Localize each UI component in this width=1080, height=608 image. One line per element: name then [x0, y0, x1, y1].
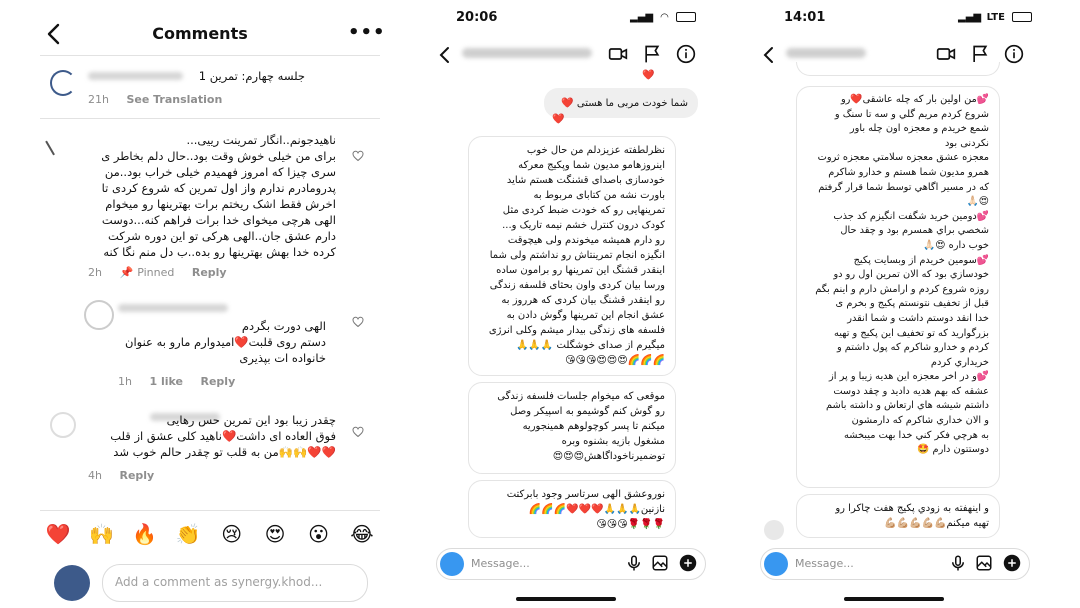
sent-message[interactable]: شما خودت مربی ما هستی ❤️ [544, 88, 698, 118]
emoji-laugh-button[interactable]: 😂 [350, 522, 374, 546]
sender-avatar[interactable] [764, 520, 784, 540]
username-blurred [88, 72, 183, 80]
avatar[interactable] [84, 300, 114, 330]
emoji-cry-button[interactable]: 😢 [221, 522, 243, 546]
pinned-label: Pinned [137, 266, 175, 279]
video-call-icon[interactable] [936, 44, 956, 64]
comment-time: 4h [88, 469, 102, 482]
info-icon[interactable] [676, 44, 696, 64]
username-blurred [118, 304, 228, 312]
reply-button[interactable]: Reply [200, 375, 236, 388]
status-time: 14:01 [784, 10, 826, 25]
user-avatar [54, 565, 90, 601]
signal-icon: ▂▄▆ [958, 12, 982, 23]
divider [40, 510, 380, 511]
quick-emoji-bar [40, 522, 380, 546]
emoji-clap-button[interactable]: 👏 [175, 522, 201, 546]
reply-button[interactable]: Reply [191, 266, 227, 279]
direct-chat-screen-2 [740, 0, 1040, 608]
network-label: LTE [986, 12, 1005, 23]
reaction-heart-icon: ❤️ [642, 70, 655, 81]
comment-meta [88, 469, 168, 482]
username-blurred[interactable] [462, 48, 592, 58]
battery-icon [1012, 12, 1032, 22]
comment-time: 2h [88, 266, 102, 279]
home-indicator [844, 597, 944, 601]
likes-count[interactable]: 1 like [149, 375, 183, 388]
gallery-icon[interactable] [975, 554, 993, 572]
flag-icon[interactable] [642, 44, 662, 64]
back-chevron-icon[interactable] [438, 46, 450, 64]
emoji-heart-button[interactable]: ❤️ [45, 522, 71, 546]
home-indicator [516, 597, 616, 601]
pin-icon: 📌 [119, 266, 134, 279]
message-placeholder: Message... [471, 557, 530, 570]
emoji-heart-eyes-button[interactable]: 😍 [264, 522, 286, 546]
username-blurred[interactable] [786, 48, 866, 58]
emoji-raising-hands-button[interactable]: 🙌 [88, 522, 114, 546]
comment-meta [118, 375, 249, 388]
like-heart-icon[interactable] [352, 150, 364, 162]
signal-icon: ▂▄▆ [630, 12, 654, 23]
status-time: 20:06 [456, 10, 498, 25]
comments-header [0, 14, 400, 54]
divider [40, 55, 380, 56]
comment-text: ناهیدجونم..انگار تمرینت رییی... برای من خیلی خوش وقت بود..حال دلم بخاطر ی سری چیزا که امروز فهمیدم خیلی خراب بود..من پدرومادرم ندارم واز اول تمرین که شروع کردی تا اخرش فقط اشک ریختم برات بهترینها رو میخوام الهی هرچی میخوای خدا برات فراهم کنه...دوست دارم عشق جان..الهی هرکی تو این دوره شرکت کرده خدا بهش بهترینها رو بده..ب دل منم نگا کنه [101, 133, 336, 259]
caption-text: جلسه چهارم: تمرین 1 [198, 69, 305, 83]
page-title: Comments [152, 24, 248, 43]
message-input[interactable] [760, 548, 1030, 580]
emoji-fire-button[interactable]: 🔥 [132, 522, 158, 546]
flag-icon[interactable] [970, 44, 990, 64]
received-message[interactable]: 💕من اولین بار که چله عاشقی❤️رو شروع کردم مریم گلي و سه تا سنگ و شمع خریدم و معجزه اون چله باور نکردنی بود معجزه عشق معجزه سلامتي معجزه ثروت همرو مدیون شما هستم و خدارو شاکرم که در مسیر اگاهي توسط شما قرار گرفتم 😍🙏🏻 💕دومین خرید شگفت انگیزم کد جذب شخصي براي همسرم بود و چقد حال خوب داره 😍🙏🏻 💕سومین خریدم از وبسایت پکیج خودسازي بود که الان تمرین اول رو دو روزه شروع کردم و ارامش دارم و اینم بگم قبل از تخفیف نتونستم پکیج و بخرم ی خدا انقد دوستم داشت و شما انقدر بزرگوارید که تو تخفیف این پکیج و تهیه کردم و خدارو شاکرم که پول داشتم و خریداري کردم 💕و در اخر معجزه این هدیه زیبا و پر از عشقه که بهم هدیه دادید و چقد دوست داشتم شیشه هاي ارتعاش و داشته باشم و الان خداري شاکرم که دارمشون به هرچي فکر کني خدا بهت میبخشه دوستتون دارم 🤩 [796, 86, 1000, 488]
reply-button[interactable]: Reply [119, 469, 155, 482]
video-call-icon[interactable] [608, 44, 628, 64]
received-message[interactable]: نظرلطفته عزیزدلم من حال خوب اینروزهامو مدیون شما وپکیج معرکه خودسازی باصدای قشنگت هستم شاید باورت نشه من کتابای مربوط به تمرینهایی رو که خودت ضبط کردی مثل کودک درون کنترل خشم نیمه تاریک و... رو دارم همیشه میخوندم ولی هیچوقت انگیزه انجام تمرینتاش رو نداشتم ولی شما اینقدر قشنگ این تمرینها رو برامون ساده ورسا بیان کردی واون بحثای فلسفه زندگی رو اینقدر قشنگ بیان کردی که هرروز به عشق انجام این تمرینها وگوش دادن به فلسفه های زندگی بیدار میشم وکلی انرژی میگیرم از صدای خوشگلت 🙏🙏🙏 🌈🌈🌈😍😍😍😘😘😘 [468, 136, 676, 376]
battery-icon [676, 12, 696, 22]
like-heart-icon[interactable] [352, 316, 364, 328]
status-icons [958, 12, 1032, 23]
message-placeholder: Message... [795, 557, 854, 570]
wifi-icon: ◠ [660, 12, 669, 23]
comment-input[interactable] [102, 564, 368, 602]
status-icons [630, 12, 696, 23]
comment-input-placeholder: Add a comment as synergy.khod... [115, 575, 323, 589]
microphone-icon[interactable] [949, 554, 967, 572]
reaction-heart-icon: ❤️ [552, 114, 565, 125]
message-input[interactable] [436, 548, 706, 580]
camera-icon[interactable] [764, 552, 788, 576]
chat-header [416, 40, 716, 70]
comment-meta [88, 266, 241, 279]
avatar[interactable] [50, 70, 76, 96]
info-icon[interactable] [1004, 44, 1024, 64]
comment-text: چقدر زیبا بود این تمرین حس رهایی فوق العاده ای داشت❤️ناهید کلی عشق از قلب ❤️❤️🙌🙌من به قلب تو چقدر حالم خوب شد [110, 413, 336, 459]
emoji-wow-button[interactable]: 😮 [308, 522, 329, 546]
microphone-icon[interactable] [625, 554, 643, 572]
received-message[interactable]: نوروعشق الهی سرتاسر وجود بابرکتت نازنین🙏🙏🙏❤️❤️❤️🌈🌈🌈 🌹🌹🌹😘😘😘 [468, 480, 676, 538]
avatar[interactable] [50, 412, 76, 438]
caption-meta [88, 93, 236, 106]
add-icon[interactable] [1003, 554, 1021, 572]
more-options-icon[interactable]: ••• [348, 22, 386, 43]
received-message-tail [796, 62, 1000, 76]
avatar[interactable] [45, 133, 69, 156]
received-message[interactable]: موقعی که میخوام جلسات فلسفه زندگی رو گوش کنم گوشیمو به اسپیکر وصل میکنم تا پسر کوچولوهم همینجوریه مشغول بازیه بشنوه وبره توضمیرناخوداگاهش😍😍😍 [468, 382, 676, 474]
like-heart-icon[interactable] [352, 426, 364, 438]
back-chevron-icon[interactable] [762, 46, 774, 64]
direct-chat-screen [416, 0, 716, 608]
comments-screen [0, 0, 400, 608]
add-icon[interactable] [679, 554, 697, 572]
received-message[interactable]: و اینهفته به زودي پکیج هفت چاکرا رو تهیه میکنم💪🏼💪🏼💪🏼💪🏼💪🏼 [796, 494, 1000, 538]
see-translation-link[interactable]: See Translation [126, 93, 223, 106]
divider [40, 118, 380, 119]
gallery-icon[interactable] [651, 554, 669, 572]
camera-icon[interactable] [440, 552, 464, 576]
comment-time: 1h [118, 375, 132, 388]
comment-text: الهی دورت بگردم دستم روی قلبت❤️امیدوارم مارو به عنوان خانواده ات بپذیری [125, 319, 326, 365]
caption-time: 21h [88, 93, 109, 106]
